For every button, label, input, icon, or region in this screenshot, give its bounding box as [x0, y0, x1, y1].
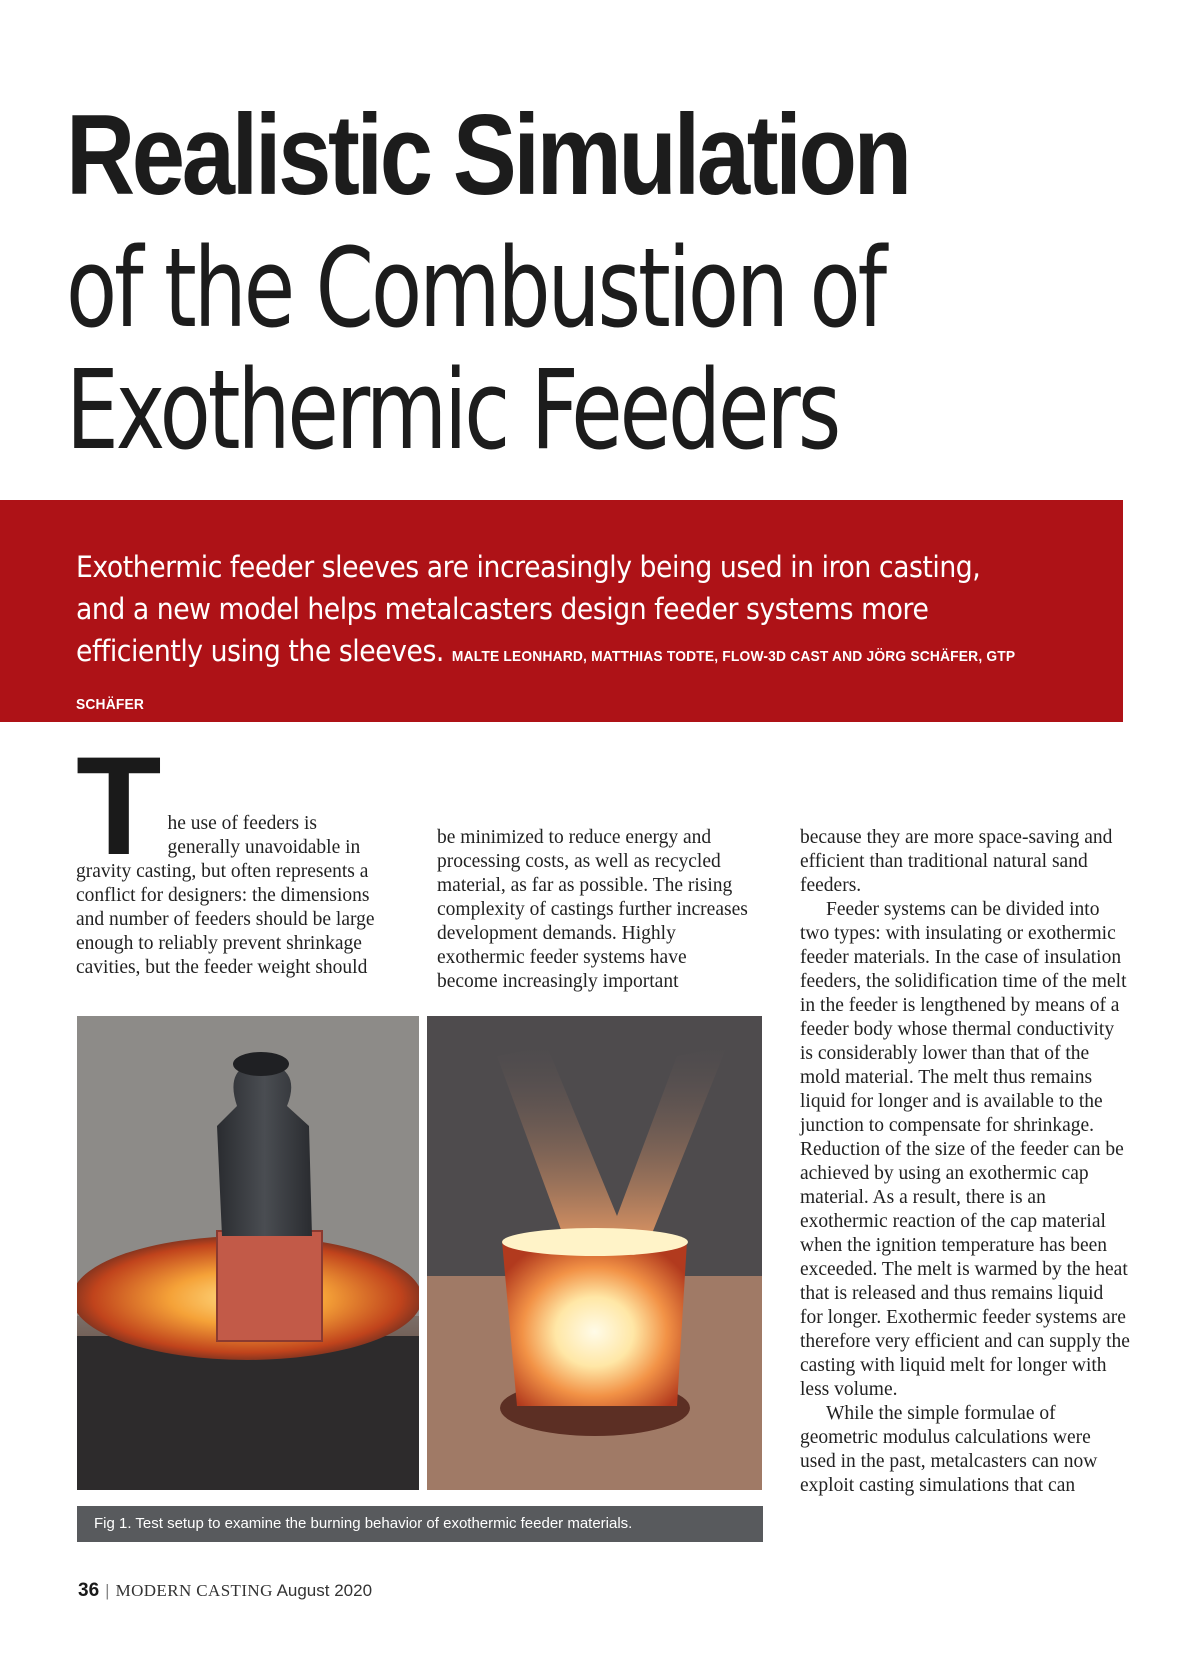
- byline: MALTE LEONHARD, MATTHIAS TODTE, FLOW-3D CAST AND JÖRG SCHÄFER, GTP SCHÄFER: [76, 648, 1016, 713]
- title-line-1: Realistic Simulation: [66, 92, 909, 219]
- figure-caption: Fig 1. Test setup to examine the burning behavior of exothermic feeder materials.: [77, 1506, 763, 1542]
- burning-feeder-illustration: [427, 1016, 762, 1490]
- issue-date: August 2020: [276, 1581, 373, 1600]
- body-column-1: [76, 727, 394, 980]
- title-line-2: of the Combustion of: [66, 224, 884, 352]
- magazine-name: MODERN CASTING: [115, 1581, 273, 1600]
- footer-divider: |: [105, 1581, 110, 1600]
- col1-text: he use of feeders is generally unavoidable in gravity casting, but often represents a conflict for designers: the dimensions and number of feeders should be large enough to reliably prevent shrinkage cavities, but the feeder weight should: [76, 813, 375, 978]
- deck-summary: Exothermic feeder sleeves are increasingly being used in iron casting, and a new model helps metalcasters design feeder systems more efficiently using the sleeves.: [76, 550, 981, 668]
- col3-paragraph-2: Feeder systems can be divided into two types: with insulating or exothermic feeder materials. In the case of insulation feeders, the solidification time of the melt in the feeder is lengthened by means of a feeder body whose thermal conductivity is considerably lower than that of the mold material. The melt thus remains liquid for longer and is available to the junction to compensate for shrinkage. Reduction of the size of the feeder can be achieved by using an exothermic cap material. As a result, there is an exothermic reaction of the cap material when the ignition temperature has been exceeded. The melt is warmed by the heat that is released and thus remains liquid for longer. Exothermic feeder systems are therefore very efficient and can supply the casting with liquid melt for longer with less volume.: [800, 899, 1130, 1400]
- body-column-2: [437, 826, 749, 994]
- title-line-3: Exothermic Feeders: [66, 346, 839, 474]
- body-column-3: [800, 826, 1130, 1498]
- col2-text: be minimized to reduce energy and processing costs, as well as recycled material, as far as possible. The rising complexity of castings further increases development demands. Highly exothermic feeder systems have become increasingly important: [437, 827, 748, 992]
- figure-photo-burning-feeder: [427, 1016, 762, 1490]
- drop-cap: T: [76, 727, 162, 884]
- figure-photo-weight-on-feeder: [77, 1016, 419, 1490]
- deck-text: [76, 546, 1033, 726]
- page-footer: [78, 1580, 372, 1602]
- col3-paragraph-1: because they are more space-saving and efficient than traditional natural sand feeders.: [800, 827, 1113, 896]
- weight-on-feeder-illustration: [77, 1016, 419, 1490]
- col3-paragraph-3: While the simple formulae of geometric modulus calculations were used in the past, metalcasters can now exploit casting simulations that can: [800, 1403, 1098, 1496]
- page-number: 36: [78, 1580, 100, 1601]
